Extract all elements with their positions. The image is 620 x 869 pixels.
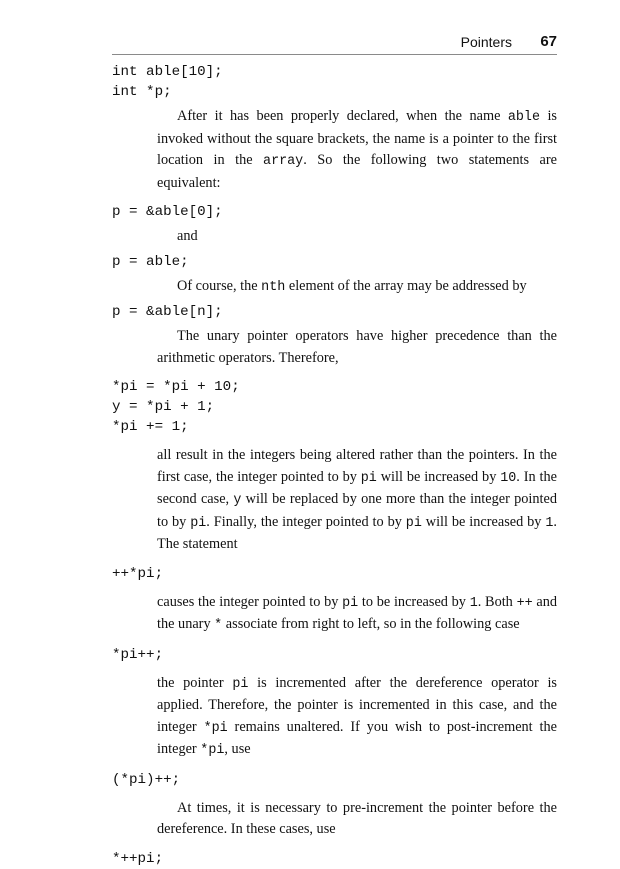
page-number: 67: [540, 33, 557, 50]
code-line: ++*pi;: [112, 565, 164, 582]
paragraph: At times, it is necessary to pre-increment the pointer before the dereference. In these cases, use: [157, 799, 557, 837]
paragraph: and: [177, 228, 198, 244]
paragraph: causes the integer pointed to by pi to be increased by 1. Both ++ and the unary * associate from right to left, so in the following case: [157, 593, 558, 633]
code-line: p = able;: [112, 253, 189, 270]
code-line: *pi++;: [112, 646, 164, 663]
code-line: y = *pi + 1;: [112, 399, 215, 415]
code-line: int able[10];: [112, 64, 223, 80]
code-line: *pi = *pi + 10;: [112, 379, 240, 395]
paragraph: After it has been properly declared, when the name able is invoked without the square brackets, the name is a pointer to the first location in the array. So the following two statements are equivalent:: [157, 108, 557, 191]
running-header: [112, 32, 557, 55]
chapter-title: Pointers: [460, 34, 512, 50]
code-line: p = &able[0];: [112, 204, 223, 220]
code-line: *++pi;: [112, 850, 164, 867]
code-line: int *p;: [112, 84, 172, 100]
page-body: [112, 62, 557, 869]
paragraph: the pointer pi is incremented after the dereference operator is applied. Therefore, the pointer is incremented in this case, and the integer *pi remains unaltered. If you wish to post-increment the integer *pi, use: [157, 674, 557, 758]
code-line: (*pi)++;: [112, 771, 181, 788]
code-line: *pi += 1;: [112, 419, 189, 435]
paragraph: all result in the integers being altered rather than the pointers. In the first case, the integer pointed to by pi will be increased by 10. In the second case, y will be replaced by one more than the integer pointed to by pi. Finally, the integer pointed to by pi will be increased by 1. The statement: [157, 447, 557, 552]
code-line: p = &able[n];: [112, 304, 223, 320]
paragraph: The unary pointer operators have higher precedence than the arithmetic operators. Therefore,: [157, 328, 557, 366]
paragraph: Of course, the nth element of the array may be addressed by: [177, 277, 527, 295]
